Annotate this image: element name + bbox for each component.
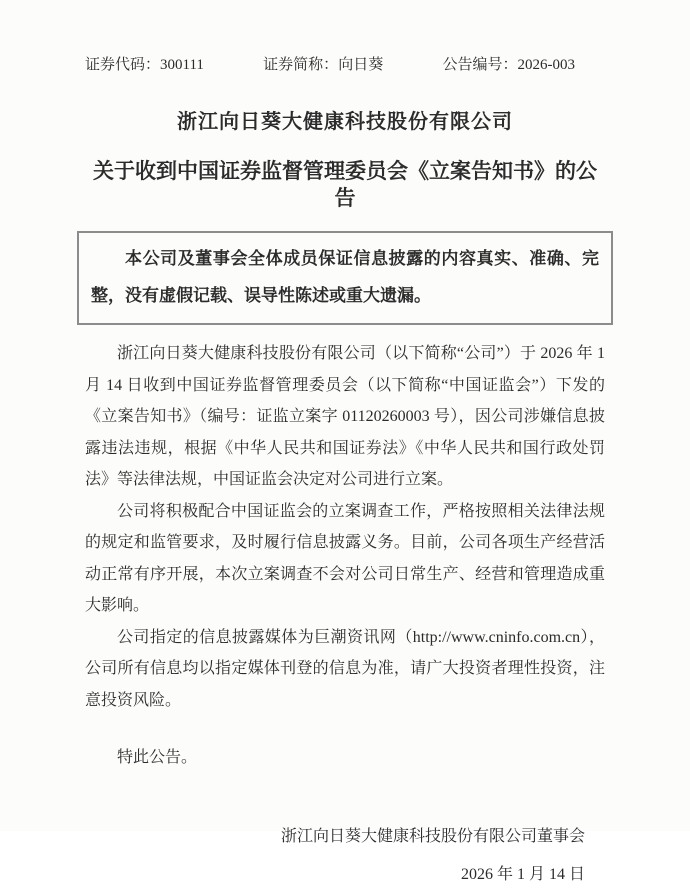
stock-code-value: 300111 [160,57,204,73]
company-name-title: 浙江向日葵大健康科技股份有限公司 [177,111,513,133]
body-paragraph: 公司将积极配合中国证监会的立案调查工作，严格按照相关法律法规的规定和监管要求，及时履行信息披露义务。目前，公司各项生产经营活动正常有序开展，本次立案调查不会对公司日常生产、经营和管理造成重大影响。 [85,502,605,614]
announcement-number [442,54,575,76]
stock-code-label: 证券代码： [85,57,161,73]
announcement-number-value: 2026-003 [517,57,575,73]
signature-block [85,818,605,894]
body-paragraph: 公司指定的信息披露媒体为巨潮资讯网（http://www.cninfo.com.cn），公司所有信息均以指定媒体刊登的信息为准，请广大投资者理性投资，注意投资风险。 [85,628,605,709]
stock-code [85,54,204,76]
disclaimer-text: 本公司及董事会全体成员保证信息披露的内容真实、准确、完整，没有虚假记载、误导性陈述或重大遗漏。 [91,249,599,305]
closing-statement: 特此公告。 [117,749,198,766]
signature-company: 浙江向日葵大健康科技股份有限公司董事会 [280,827,585,845]
body-paragraph: 浙江向日葵大健康科技股份有限公司（以下简称“公司”）于 2026 年 1 月 14 日收到中国证券监督管理委员会（以下简称“中国证监会”）下发的《立案告知书》（编号：证监立案字 01120260003 号），因公司涉嫌信息披露违法违规，根据《中华人民共和国证券法》《中华人民共和国行政处罚法》等法律法规，中国证监会决定对公司进行立案。 [85,345,605,488]
announcement-body [85,338,605,716]
disclaimer-box [77,231,613,325]
announcement-title: 关于收到中国证券监督管理委员会《立案告知书》的公告 [93,159,597,210]
stock-short-name [263,54,383,76]
stock-short-name-label: 证券简称： [263,57,339,73]
stock-short-name-value: 向日葵 [338,57,384,73]
signature-date: 2026 年 1 月 14 日 [460,865,585,883]
announcement-number-label: 公告编号： [442,57,518,73]
securities-info-row [85,54,605,76]
